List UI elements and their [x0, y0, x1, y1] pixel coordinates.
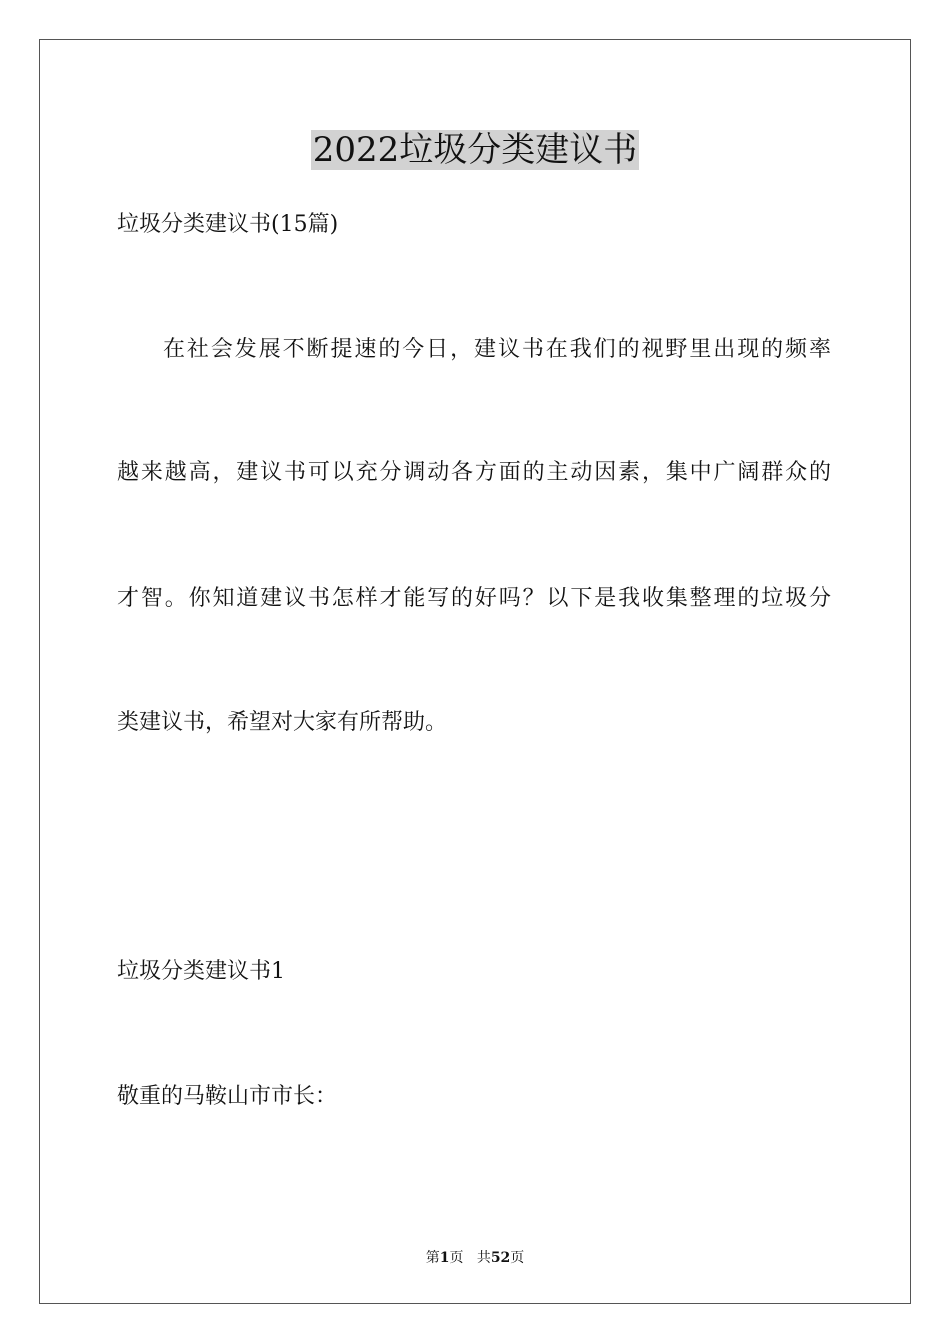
footer-page-suffix: 页 [449, 1250, 464, 1266]
footer-page-prefix: 第 [425, 1250, 440, 1266]
footer-total-suffix: 页 [510, 1250, 525, 1266]
footer-total-prefix: 共 [476, 1250, 491, 1266]
footer-total-pages: 52 [490, 1250, 511, 1266]
intro-line-2: 越来越高，建议书可以充分调动各方面的主动因素，集中广阔群众的 [117, 460, 831, 485]
document-title [0, 126, 950, 174]
salutation: 敬重的马鞍山市市长： [117, 1084, 338, 1109]
footer-page-number: 1 [439, 1250, 450, 1266]
intro-line-3: 才智。你知道建议书怎样才能写的好吗？以下是我收集整理的垃圾分 [117, 586, 831, 611]
intro-line-4: 类建议书，希望对大家有所帮助。 [117, 710, 448, 735]
page-footer [0, 1248, 950, 1268]
document-subtitle: 垃圾分类建议书(15篇) [117, 212, 339, 237]
section-heading: 垃圾分类建议书1 [117, 959, 285, 984]
intro-line-1: 在社会发展不断提速的今日，建议书在我们的视野里出现的频率 [163, 337, 831, 362]
document-title-highlight: 2022垃圾分类建议书 [312, 130, 638, 170]
